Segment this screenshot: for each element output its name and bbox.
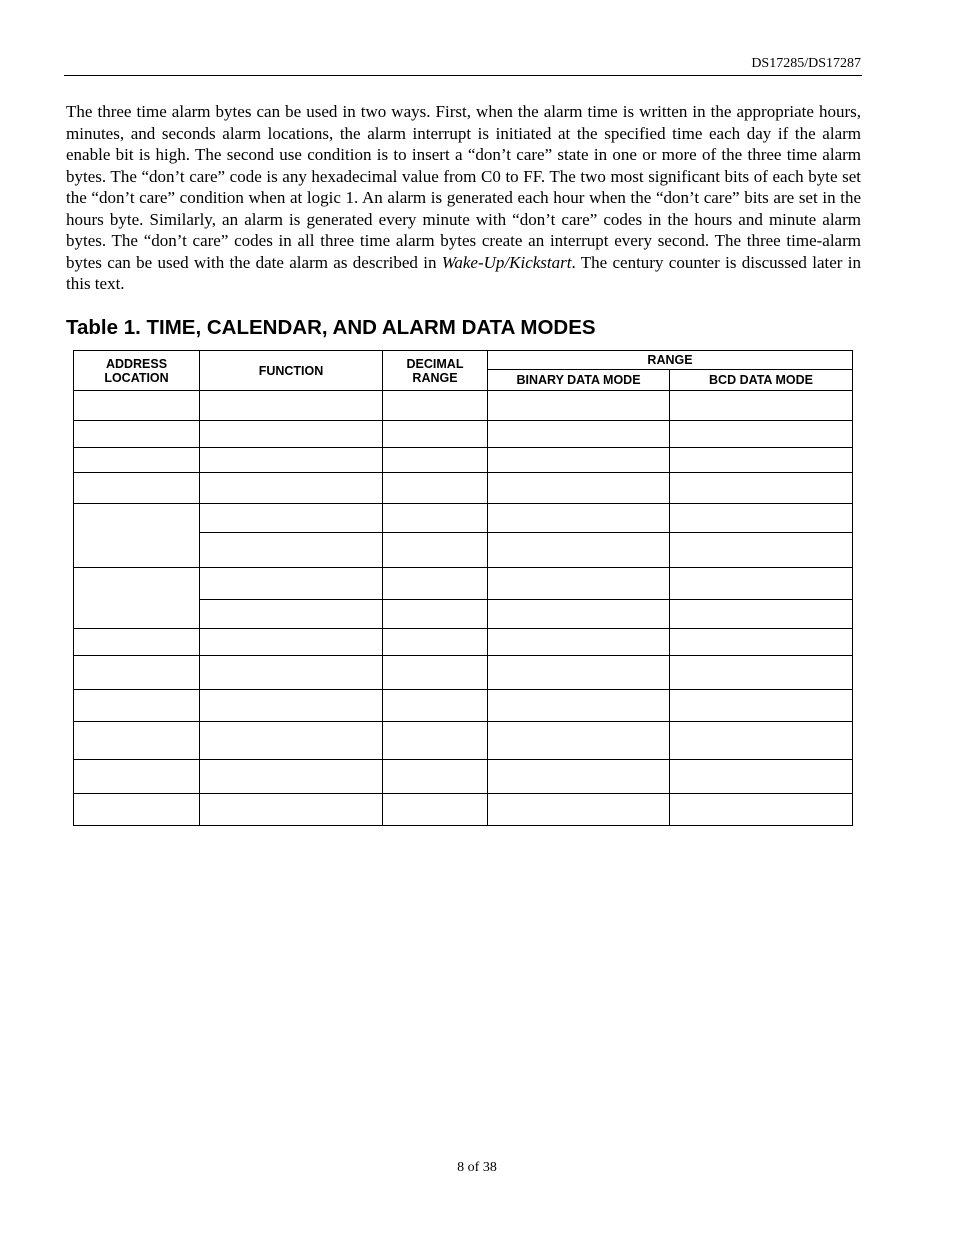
table-cell (488, 722, 670, 760)
data-modes-table (73, 350, 853, 826)
table-cell (670, 794, 853, 826)
table-row (74, 448, 853, 473)
paragraph-text-end: . The century counter is discussed later in this text. (66, 252, 861, 293)
table-cell (488, 600, 670, 629)
table-cell (74, 629, 200, 656)
table-cell (383, 629, 488, 656)
table-cell (74, 473, 200, 504)
table-cell (670, 504, 853, 533)
table-cell-merged (74, 568, 200, 629)
table-cell (383, 568, 488, 600)
header-divider (64, 75, 862, 76)
header-binary-data-mode: BINARY DATA MODE (488, 370, 670, 391)
header-bcd-data-mode: BCD DATA MODE (670, 370, 853, 391)
table-cell (200, 391, 383, 421)
table-cell (488, 473, 670, 504)
table-cell (670, 473, 853, 504)
table-cell (383, 794, 488, 826)
table-cell (488, 629, 670, 656)
table-cell (200, 794, 383, 826)
page-number: 8 of 38 (457, 1160, 497, 1175)
table-cell (200, 568, 383, 600)
table-cell (670, 391, 853, 421)
table-cell (74, 722, 200, 760)
table-cell (488, 533, 670, 568)
table-row (74, 473, 853, 504)
table-cell (200, 690, 383, 722)
table-cell (670, 629, 853, 656)
table-cell-merged (74, 504, 200, 568)
table-cell (383, 760, 488, 794)
table-cell (74, 448, 200, 473)
table-cell (383, 690, 488, 722)
table-cell (670, 600, 853, 629)
table-row (74, 391, 853, 421)
table-cell (670, 533, 853, 568)
table-cell (200, 533, 383, 568)
table-cell (74, 690, 200, 722)
table-cell (200, 473, 383, 504)
header-range: RANGE (488, 351, 853, 370)
table-cell (200, 722, 383, 760)
table-row (74, 656, 853, 690)
table-row (74, 690, 853, 722)
header-decimal-range: DECIMAL RANGE (383, 351, 488, 391)
table-cell (670, 760, 853, 794)
table-cell (670, 448, 853, 473)
table-cell (383, 656, 488, 690)
table-row (74, 421, 853, 448)
table-cell (383, 473, 488, 504)
table-cell (488, 760, 670, 794)
table-cell (383, 600, 488, 629)
table-row (74, 760, 853, 794)
table-cell (383, 391, 488, 421)
header-function: FUNCTION (200, 351, 383, 391)
table-cell (670, 421, 853, 448)
table-cell (200, 421, 383, 448)
table-cell (488, 421, 670, 448)
table-cell (488, 794, 670, 826)
table-cell (670, 656, 853, 690)
table-row (74, 794, 853, 826)
table-row (74, 504, 853, 533)
table-row (74, 722, 853, 760)
table-cell (670, 568, 853, 600)
table-cell (670, 722, 853, 760)
table-cell (383, 448, 488, 473)
table-row (74, 568, 853, 600)
table-cell (200, 504, 383, 533)
paragraph-text-start: The three time alarm bytes can be used in two ways. First, when the alarm time is written in the appropriate hours, minutes, and seconds alarm locations, the alarm interrupt is initiated at the specified time each day if the alarm enable bit is high. The second use condition is to insert a “don’t care” state in one or more of the three time alarm bytes. The “don’t care” code is any hexadecimal value from C0 to FF. The two most significant bits of each byte set the “don’t care” condition when at logic 1. An alarm is generated each hour when the “don’t care” bits are set in the hours byte. Similarly, an alarm is generated every minute with “don’t care” codes in the hours and minute alarm bytes. The “don’t care” codes in all three time alarm bytes create an interrupt every second. The three time-alarm bytes can be used with the date alarm as described in (66, 102, 861, 272)
wake-up-kickstart-reference: Wake-Up/Kickstart (441, 252, 572, 272)
table-cell (74, 656, 200, 690)
table-cell (200, 600, 383, 629)
table-cell (200, 656, 383, 690)
table-cell (488, 391, 670, 421)
table-cell (74, 760, 200, 794)
table-cell (200, 760, 383, 794)
table-cell (383, 533, 488, 568)
table-cell (74, 794, 200, 826)
table-cell (383, 421, 488, 448)
table-title: Table 1. TIME, CALENDAR, AND ALARM DATA MODES (66, 316, 596, 339)
table-cell (383, 722, 488, 760)
table-cell (200, 448, 383, 473)
document-id: DS17285/DS17287 (751, 56, 861, 71)
table-cell (488, 656, 670, 690)
table-row (74, 629, 853, 656)
table-cell (488, 690, 670, 722)
table-cell (488, 504, 670, 533)
table-cell (200, 629, 383, 656)
table-cell (488, 448, 670, 473)
table-cell (670, 690, 853, 722)
table-cell (488, 568, 670, 600)
table-cell (74, 421, 200, 448)
table-cell (383, 504, 488, 533)
table-cell (74, 391, 200, 421)
alarm-bytes-paragraph (66, 101, 861, 295)
header-address-location: ADDRESS LOCATION (74, 351, 200, 391)
